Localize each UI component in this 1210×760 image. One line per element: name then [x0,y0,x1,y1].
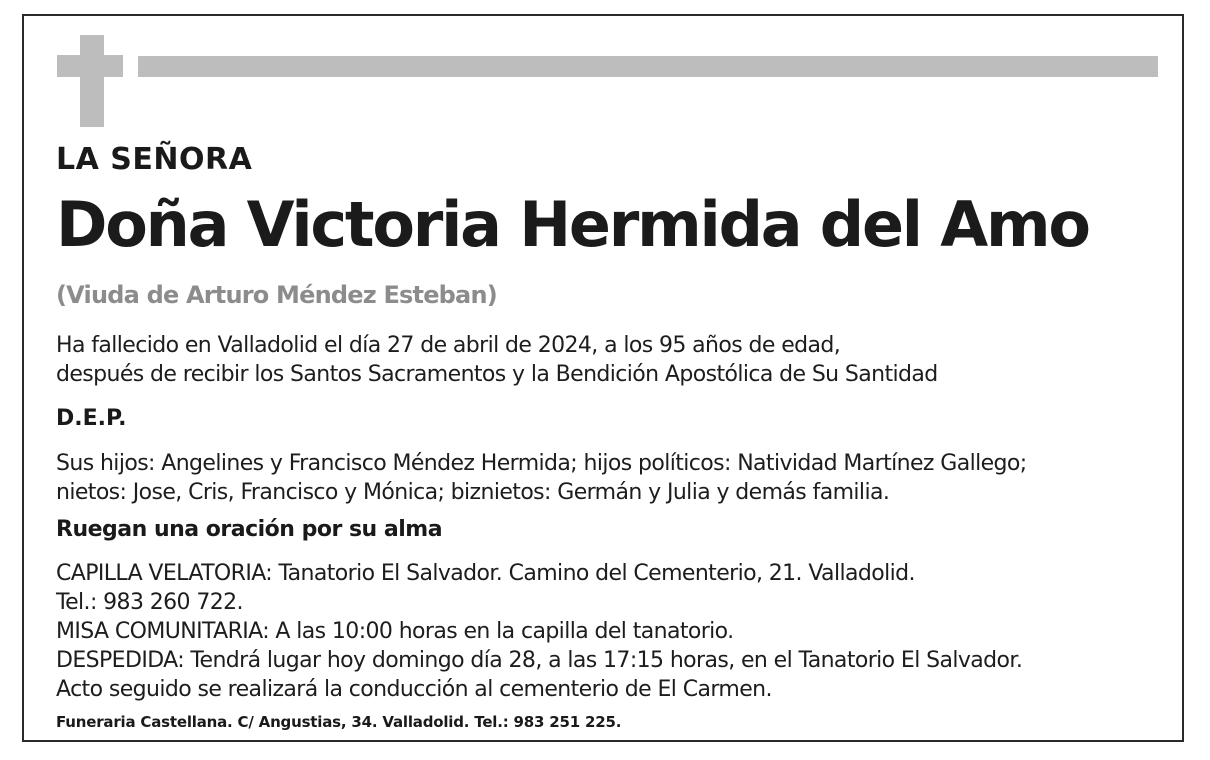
funeral-home-footer: Funeraria Castellana. C/ Angustias, 34. Valladolid. Tel.: 983 251 225. [56,713,622,731]
prayer-request: Ruegan una oración por su alma [56,517,443,542]
widow-of: (Viuda de Arturo Méndez Esteban) [56,281,497,309]
title-prefix: LA SEÑORA [56,142,253,177]
farewell-line: DESPEDIDA: Tendrá lugar hoy domingo día 28, a las 17:15 horas, en el Tanatorio El Salvador. [56,648,1023,673]
family-line-1: Sus hijos: Angelines y Francisco Méndez Hermida; hijos políticos: Natividad Martínez Gallego; [56,451,1027,476]
cross-icon [80,35,104,127]
chapel-line: CAPILLA VELATORIA: Tanatorio El Salvador. Camino del Cementerio, 21. Valladolid. [56,561,915,586]
family-line-2: nietos: Jose, Cris, Francisco y Mónica; biznietos: Germán y Julia y demás familia. [56,480,890,505]
header-rule [138,56,1158,77]
burial-line: Acto seguido se realizará la conducción al cementerio de El Carmen. [56,677,772,702]
phone-line: Tel.: 983 260 722. [56,590,243,615]
mass-line: MISA COMUNITARIA: A las 10:00 horas en la capilla del tanatorio. [56,619,734,644]
deceased-name: Doña Victoria Hermida del Amo [56,188,1089,261]
death-line-1: Ha fallecido en Valladolid el día 27 de abril de 2024, a los 95 años de edad, [56,333,841,358]
rip: D.E.P. [56,406,127,431]
cross-icon-arm [57,55,123,77]
death-line-2: después de recibir los Santos Sacramentos y la Bendición Apostólica de Su Santidad [56,362,938,387]
